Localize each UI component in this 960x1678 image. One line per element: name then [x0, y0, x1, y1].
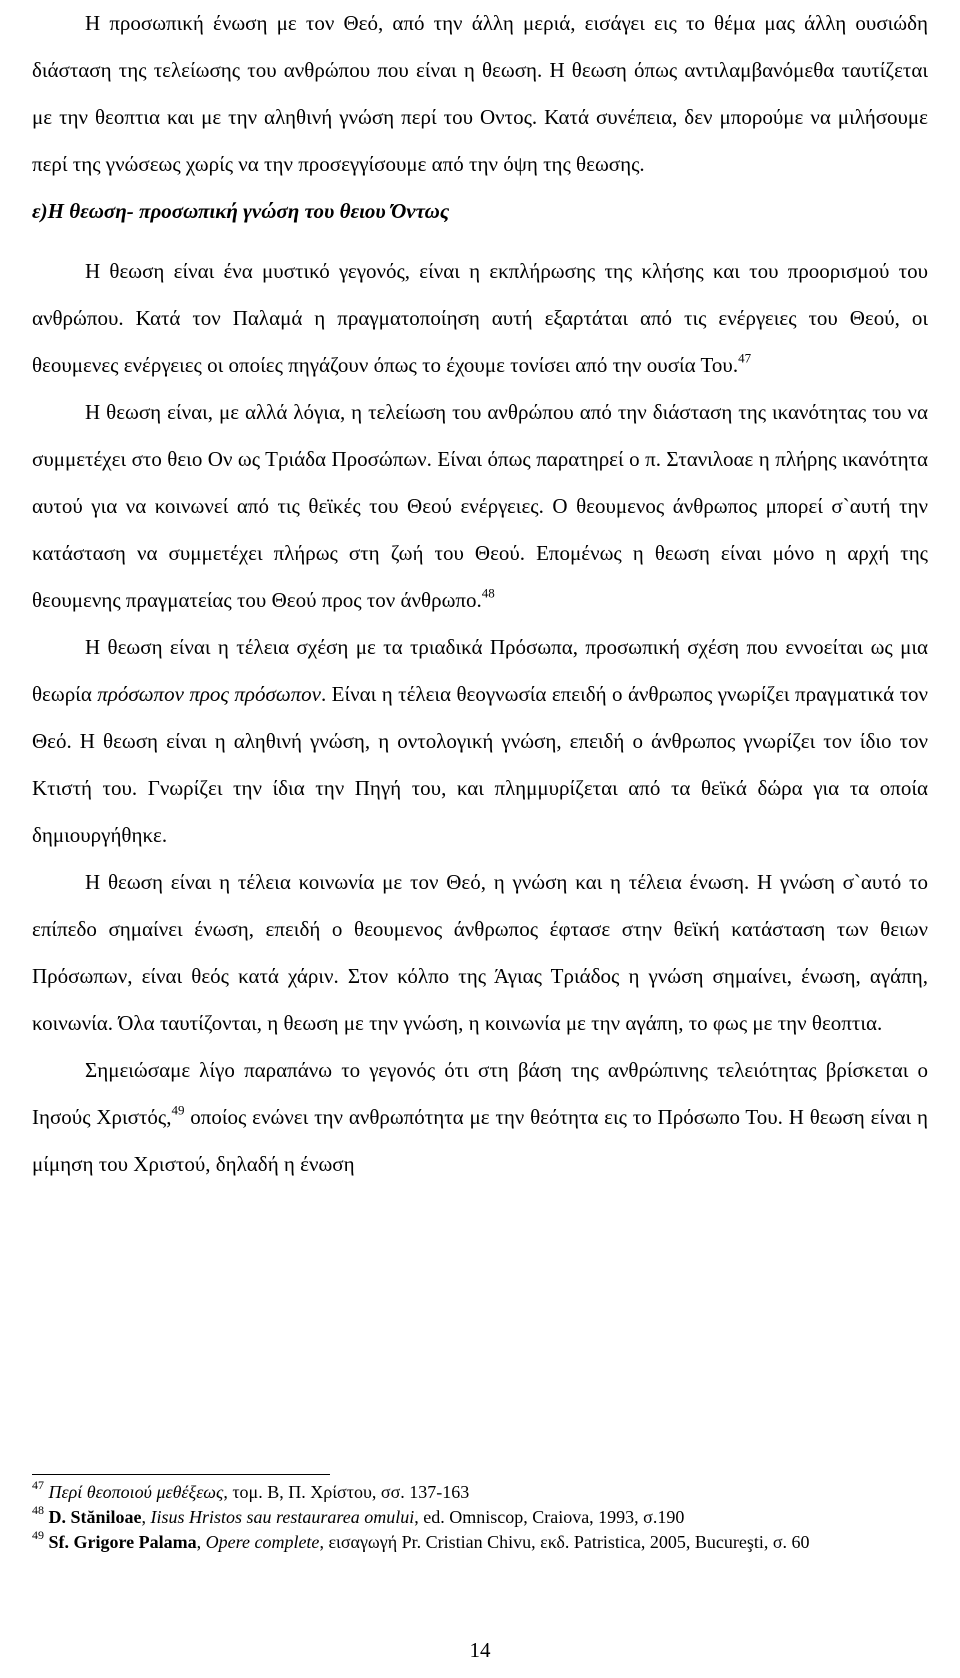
- footnote-separator: ,: [196, 1532, 206, 1552]
- footnote-divider: [32, 1474, 330, 1475]
- footnote-separator: ,: [141, 1507, 151, 1527]
- footnote-number: 47: [32, 1478, 44, 1492]
- page-number: 14: [469, 1638, 491, 1662]
- emphasis-text: πρόσωπον προς πρόσωπον: [97, 682, 321, 706]
- paragraph: [32, 1047, 928, 1188]
- body-text: [32, 0, 928, 1188]
- footnote-ref: 49: [171, 1102, 185, 1118]
- paragraph-text: . Είναι η τέλεια θεογνωσία επειδή ο άνθρωπος γνωρίζει πραγματικά τον Θεό. Η θεωση είναι η αληθινή γνώση, η οντολογική γνώση, επειδή ο άνθρωπος γνωρίζει τον ίδιο τον Κτιστή του. Γνωρίζει την ίδια την Πηγή του, και πλημμυρίζεται από τα θεϊκά δώρα για τα οποία δημιουργήθηκε.: [32, 682, 928, 847]
- footnote-text: , τομ. Β, Π. Χρίστου, σσ. 137-163: [223, 1482, 470, 1502]
- footnote: [32, 1530, 928, 1555]
- paragraph: [32, 624, 928, 859]
- paragraph: [32, 0, 928, 188]
- footnotes: [32, 1480, 928, 1555]
- paragraph-text: Η προσωπική ένωση με τον Θεό, από την άλλη μεριά, εισάγει εις το θέμα μας άλλη ουσιώδη διάσταση της τελείωσης του ανθρώπου που είναι η θεωση. Η θεωση όπως αντιλαμβανόμεθα ταυτίζεται με την θεοπτια και με την αληθινή γνώση περί του Οντος. Κατά συνέπεια, δεν μπορούμε να μιλήσουμε περί της γνώσεως χωρίς να την προσεγγίσουμε από την όψη της θεωσης.: [32, 11, 928, 176]
- footnote-title: Περί θεοποιού μεθέξεως: [48, 1482, 224, 1502]
- footnote-text: , ed. Omniscop, Craiova, 1993, σ.190: [414, 1507, 685, 1527]
- footnote-ref: 47: [738, 350, 752, 366]
- footnote-title: Iisus Hristos sau restaurarea omului: [150, 1507, 415, 1527]
- footnote-author: Sf. Grigore Palama: [48, 1532, 197, 1552]
- paragraph-text: Η θεωση είναι, με αλλά λόγια, η τελείωση του ανθρώπου από την διάσταση της ικανότητας του να συμμετέχει στο θειο Ον ως Τριάδα Προσώπων. Είναι όπως παρατηρεί ο π. Στανιλοαε η πλήρης ικανότητα αυτού για να κοινωνεί από τις θεϊκές του Θεού ενέργειες. Ο θεουμενος άνθρωπος μπορεί σ`αυτή την κατάσταση να συμμετέχει πλήρως στη ζωή του Θεού. Επομένως η θεωση είναι μόνο η αρχή της θεουμενης πραγματείας του Θεού προς τον άνθρωπο.: [32, 400, 928, 612]
- footnote-ref: 48: [481, 585, 495, 601]
- paragraph-text: Σημειώσαμε λίγο παραπάνω το γεγονός ότι στη βάση της ανθρώπινης τελειότητας βρίσκεται ο Ιησούς Χριστός,: [32, 1058, 928, 1129]
- footnote-number: 49: [32, 1528, 44, 1542]
- paragraph-text: Η θεωση είναι ένα μυστικό γεγονός, είναι η εκπλήρωσης της κλήσης και του προορισμού του ανθρώπου. Κατά τον Παλαμά η πραγματοποίηση αυτή εξαρτάται από τις ενέργειες του Θεού, οι θεουμενες ενέργειες οι οποίες πηγάζουν όπως το έχουμε τονίσει από την ουσία Του.: [32, 259, 928, 377]
- paragraph-text: οποίος ενώνει την ανθρωπότητα με την θεότητα εις το Πρόσωπο Του. Η θεωση είναι η μίμηση του Χριστού, δηλαδή η ένωση: [32, 1105, 928, 1176]
- section-heading: ε)Η θεωση- προσωπική γνώση του θειου Όντως: [32, 199, 450, 223]
- footnote: [32, 1480, 928, 1505]
- footnote-text: , εισαγωγή Pr. Cristian Chivu, εκδ. Patristica, 2005, Bucureşti, σ. 60: [319, 1532, 810, 1552]
- paragraph: [32, 389, 928, 624]
- footnote-number: 48: [32, 1503, 44, 1517]
- paragraph: [32, 248, 928, 389]
- paragraph-text: Η θεωση είναι η τέλεια κοινωνία με τον Θεό, η γνώση και η τέλεια ένωση. Η γνώση σ`αυτό το επίπεδο σημαίνει ένωση, επειδή ο θεουμενος άνθρωπος έφτασε στην θεϊκή κατάσταση των θειων Πρόσωπων, είναι θεός κατά χάριν. Στον κόλπο της Άγιας Τριάδος η γνώση σημαίνει, ένωση, αγάπη, κοινωνία. Όλα ταυτίζονται, η θεωση με την γνώση, η κοινωνία με την αγάπη, το φως με την θεοπτια.: [32, 870, 928, 1035]
- footnote-title: Opere complete: [205, 1532, 320, 1552]
- footnote-author: D. Stăniloae: [48, 1507, 142, 1527]
- footnote: [32, 1505, 928, 1530]
- paragraph-text: Η θεωση είναι η τέλεια σχέση με τα τριαδικά Πρόσωπα, προσωπική σχέση που εννοείται ως μια θεωρία: [32, 635, 928, 706]
- paragraph: [32, 859, 928, 1047]
